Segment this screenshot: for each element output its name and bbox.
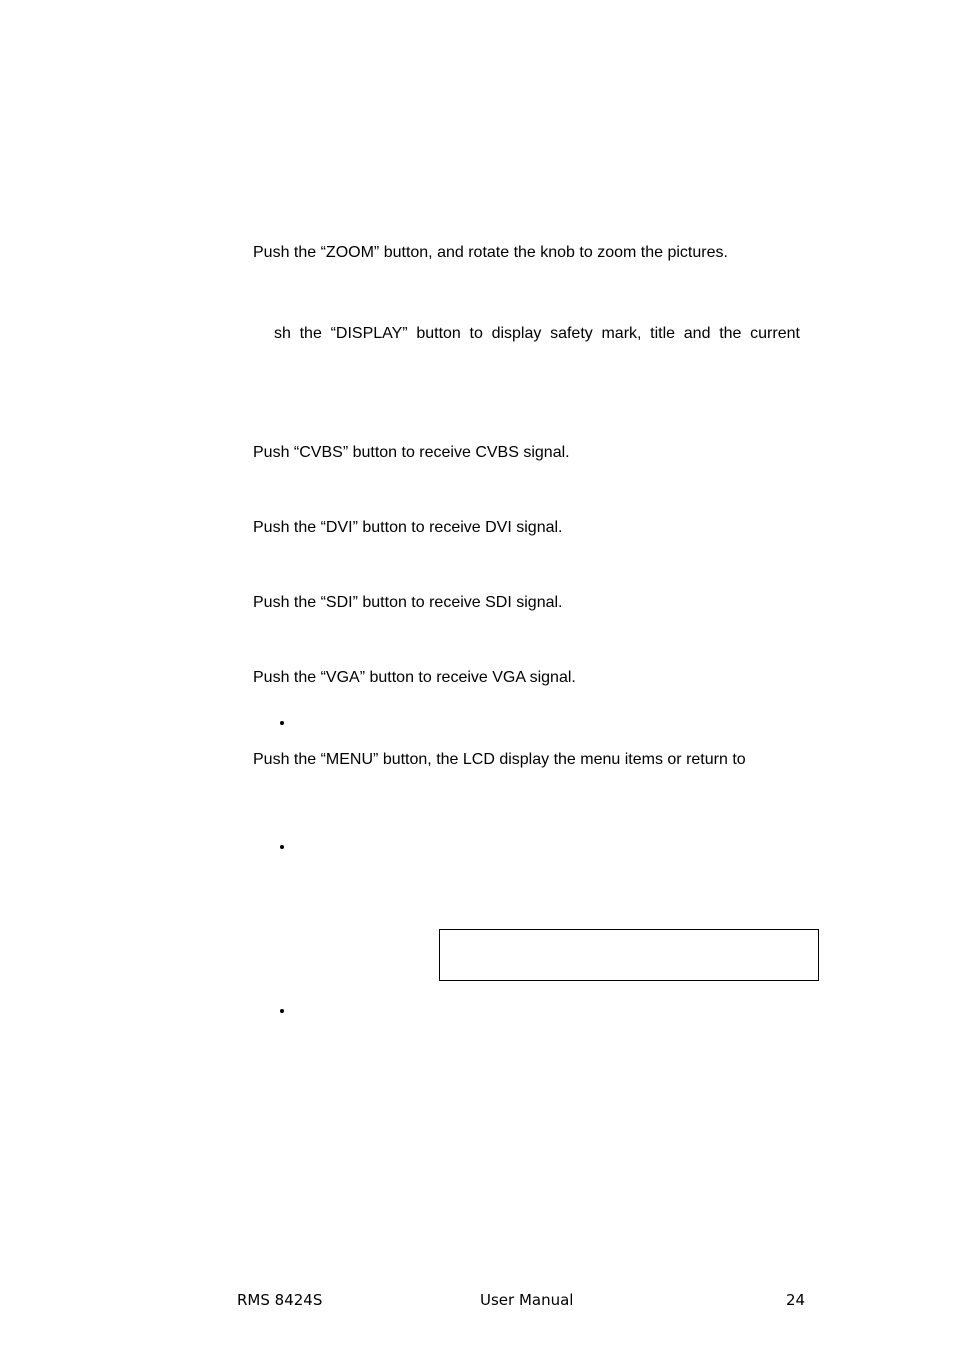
display-word: safety [550,325,593,342]
bullet-dot [280,845,284,849]
footer-model: RMS 8424S [237,1291,323,1309]
display-word: “DISPLAY” [330,325,408,342]
display-word: sh [274,325,291,342]
footer-title: User Manual [480,1291,574,1309]
display-word: the [299,325,322,342]
footer-page-number: 24 [786,1291,806,1309]
display-word: title [650,325,676,342]
zoom-instruction: Push the “ZOOM” button, and rotate the knob to zoom the pictures. [253,244,728,261]
display-word: and [683,325,711,342]
bullet-dot [280,721,284,725]
vga-instruction: Push the “VGA” button to receive VGA signal. [253,669,576,686]
display-word: the [719,325,742,342]
display-word: to [469,325,483,342]
display-instruction [274,324,800,344]
display-word: current [750,325,800,342]
sdi-instruction: Push the “SDI” button to receive SDI signal. [253,594,563,611]
empty-table-box [439,929,819,981]
cvbs-instruction: Push “CVBS” button to receive CVBS signal. [253,444,570,461]
dvi-instruction: Push the “DVI” button to receive DVI signal. [253,519,563,536]
bullet-dot [280,1009,284,1013]
menu-instruction: Push the “MENU” button, the LCD display the menu items or return to [253,751,746,768]
display-word: mark, [601,325,642,342]
display-word: button [416,325,461,342]
display-word: display [491,325,542,342]
